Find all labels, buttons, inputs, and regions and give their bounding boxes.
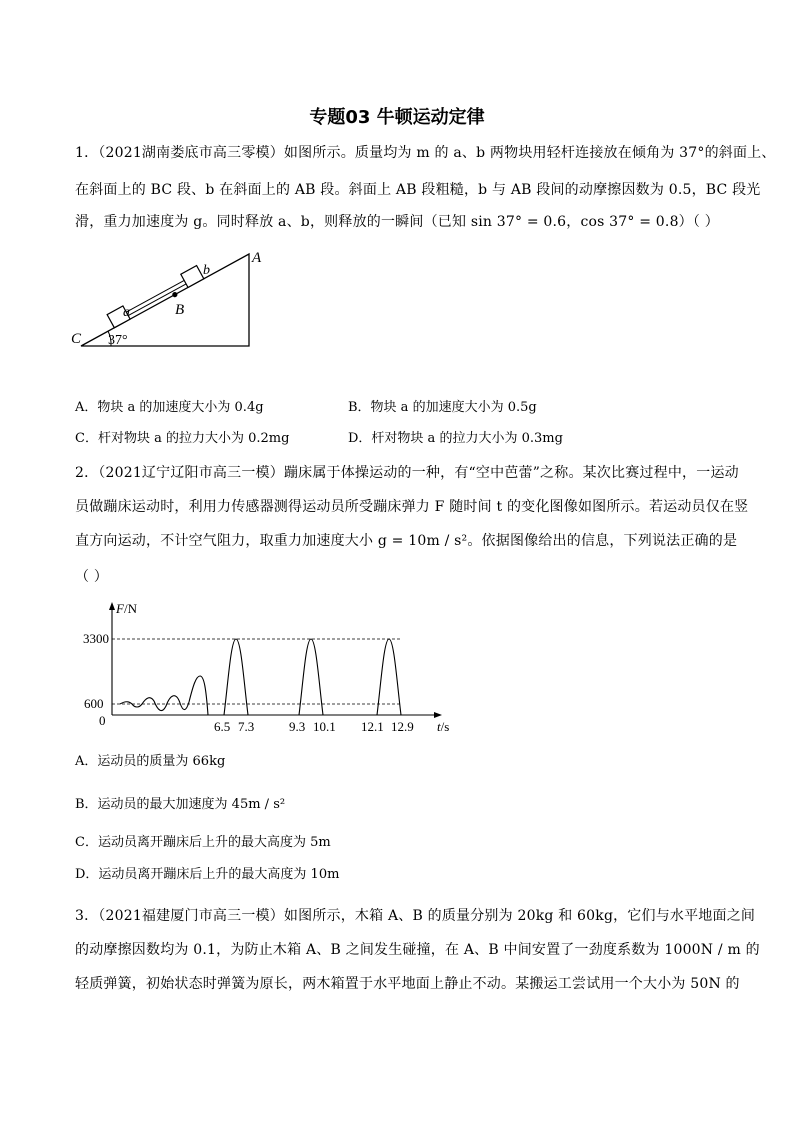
q1-option-d: D．杆对物块 a 的拉力大小为 0.3mg <box>348 431 563 446</box>
incline-triangle <box>81 254 249 346</box>
q2-force-time-graph <box>80 598 470 743</box>
x-tick-10.1: 10.1 <box>313 719 336 734</box>
q1-text-line-2: 在斜面上的 BC 段、b 在斜面上的 AB 段。斜面上 AB 段粗糙，b 与 AB 段间的动摩擦因数为 0.5，BC 段光 <box>75 182 761 198</box>
x-tick-9.3: 9.3 <box>289 719 306 734</box>
y-tick-600: 600 <box>84 696 104 711</box>
label-angle: 37° <box>108 333 128 348</box>
origin-label: 0 <box>99 713 106 728</box>
y-tick-3300: 3300 <box>83 631 109 646</box>
label-C: C <box>71 331 82 347</box>
label-A: A <box>252 250 262 266</box>
q2-text-line-3: 直方向运动，不计空气阻力，取重力加速度大小 g = 10m / s²。依据图像给出的信息，下列说法正确的是 <box>75 533 738 549</box>
point-B <box>171 291 178 298</box>
q3-text-line-3: 轻质弹簧，初始状态时弹簧为原长，两木箱置于水平地面上静止不动。某搬运工尝试用一个大小为 50N 的 <box>75 976 740 992</box>
q2-text-line-2: 员做蹦床运动时，利用力传感器测得运动员所受蹦床弹力 F 随时间 t 的变化图像如图所示。若运动员仅在竖 <box>75 499 749 515</box>
q3-text-line-2: 的动摩擦因数均为 0.1，为防止木箱 A、B 之间发生碰撞，在 A、B 中间安置了一劲度系数为 1000N / m 的 <box>75 942 760 958</box>
q2-option-d: D．运动员离开蹦床后上升的最大高度为 10m <box>75 867 340 882</box>
y-axis-label: F/N <box>116 601 137 616</box>
x-tick-12.9: 12.9 <box>391 719 414 734</box>
label-a: a <box>123 305 130 320</box>
q1-option-b: B．物块 a 的加速度大小为 0.5g <box>348 400 537 415</box>
x-tick-7.3: 7.3 <box>238 719 255 734</box>
q1-text-line-1: 1．（2021湖南娄底市高三零模）如图所示。质量均为 m 的 a、b 两物块用轻杆连接放在倾角为 37°的斜面上、 <box>75 145 776 161</box>
q1-option-c: C．杆对物块 a 的拉力大小为 0.2mg <box>75 431 290 446</box>
y-axis-arrow <box>109 602 115 610</box>
force-curve <box>120 639 401 715</box>
q2-text-line-4: （ ） <box>75 569 109 585</box>
x-tick-12.1: 12.1 <box>361 719 384 734</box>
q2-text-line-1: 2．（2021辽宁辽阳市高三一模）蹦床属于体操运动的一种，有“空中芭蕾”之称。某次比赛过程中，一运动 <box>75 465 739 481</box>
q2-option-a: A．运动员的质量为 66kg <box>75 754 226 769</box>
label-b: b <box>203 263 210 278</box>
q1-text-line-3: 滑，重力加速度为 g。同时释放 a、b，则释放的一瞬间（已知 sin 37° = 0.6，cos 37° = 0.8）（ ） <box>75 214 719 230</box>
x-tick-6.5: 6.5 <box>214 719 231 734</box>
q2-option-b: B．运动员的最大加速度为 45m / s² <box>75 797 286 812</box>
q3-text-line-1: 3．（2021福建厦门市高三一模）如图所示，木箱 A、B 的质量分别为 20kg 和 60kg，它们与水平地面之间 <box>75 908 756 924</box>
q2-option-c: C．运动员离开蹦床后上升的最大高度为 5m <box>75 835 331 850</box>
label-B: B <box>175 302 185 318</box>
x-axis-arrow <box>434 712 442 718</box>
page-title: 专题03 牛顿运动定律 <box>309 107 485 128</box>
q1-incline-figure <box>66 245 266 355</box>
x-axis-label: t/s <box>437 719 450 734</box>
block-b <box>181 266 204 288</box>
q1-option-a: A．物块 a 的加速度大小为 0.4g <box>75 400 264 415</box>
